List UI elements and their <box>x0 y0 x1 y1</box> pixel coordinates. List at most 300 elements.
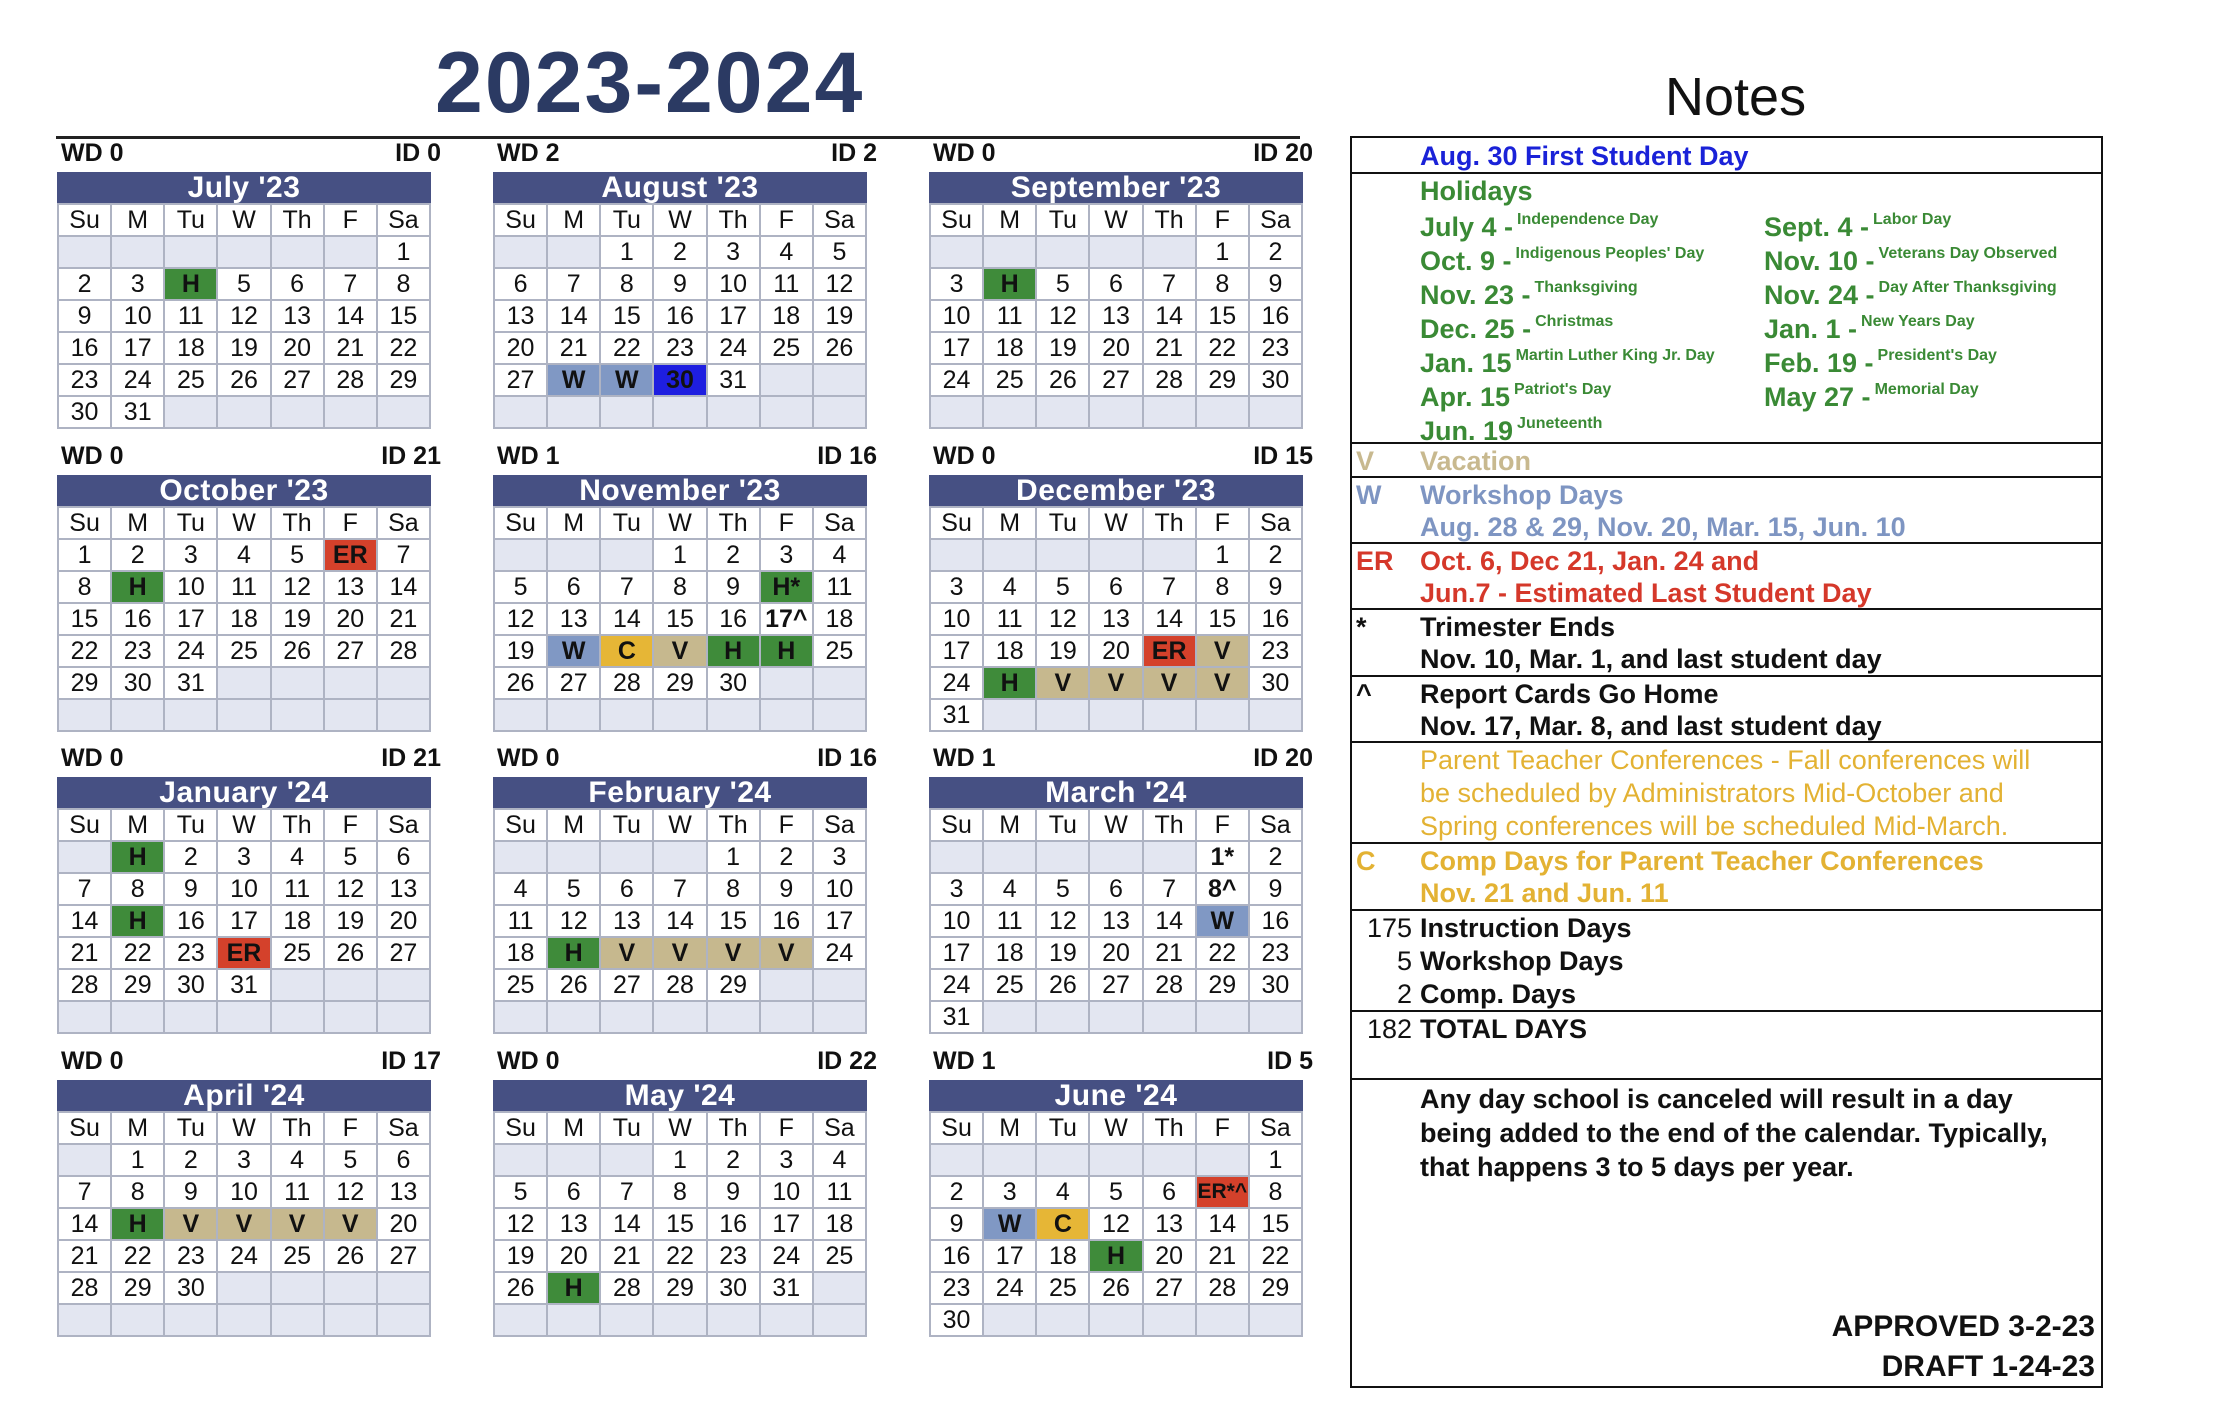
week-row <box>494 603 866 635</box>
day-cell: 16 <box>930 1240 983 1272</box>
empty-day-cell <box>494 396 547 428</box>
empty-day-cell <box>494 699 547 731</box>
weekday-label: M <box>111 1112 164 1144</box>
day-cell: H* <box>760 571 813 603</box>
trimester-line-2: Nov. 10, Mar. 1, and last student day <box>1420 644 1882 674</box>
empty-day-cell <box>983 539 1036 571</box>
day-cell: W <box>547 635 600 667</box>
day-cell: 10 <box>760 1176 813 1208</box>
weekday-label: W <box>1089 1112 1142 1144</box>
empty-day-cell <box>983 841 1036 873</box>
weekday-header-row <box>930 507 1302 539</box>
weekday-label: Sa <box>813 204 866 236</box>
week-row <box>58 236 430 268</box>
instruction-days-count: ID 15 <box>1253 442 1313 470</box>
empty-day-cell <box>494 236 547 268</box>
empty-day-cell <box>760 364 813 396</box>
day-cell: 7 <box>58 873 111 905</box>
week-row <box>58 635 430 667</box>
empty-day-cell <box>111 699 164 731</box>
holiday-entry <box>1420 212 1658 242</box>
day-cell: 25 <box>217 635 270 667</box>
weekday-header-row <box>930 204 1302 236</box>
week-row <box>930 332 1302 364</box>
holiday-date: July 4 - <box>1420 212 1514 242</box>
day-cell: 5 <box>1036 268 1089 300</box>
day-cell: 27 <box>1089 969 1142 1001</box>
day-cell: 2 <box>707 1144 760 1176</box>
week-row <box>494 1001 866 1033</box>
empty-day-cell <box>1143 1304 1196 1336</box>
day-cell: 8 <box>653 1176 706 1208</box>
day-cell: 4 <box>494 873 547 905</box>
week-row <box>930 571 1302 603</box>
holiday-entry <box>1420 382 1611 412</box>
empty-day-cell <box>1143 539 1196 571</box>
holiday-entry <box>1420 314 1613 344</box>
day-cell: 19 <box>1036 635 1089 667</box>
work-days-count: WD 0 <box>497 744 560 772</box>
empty-day-cell <box>494 1001 547 1033</box>
notes-holidays-section <box>1352 174 2101 444</box>
weekday-label: M <box>547 809 600 841</box>
empty-day-cell <box>271 969 324 1001</box>
weekday-label: Th <box>707 1112 760 1144</box>
day-cell: 13 <box>600 905 653 937</box>
work-days-count: WD 1 <box>497 442 560 470</box>
holiday-entry <box>1420 348 1715 378</box>
weekday-label: Th <box>707 204 760 236</box>
day-cell: V <box>653 635 706 667</box>
weekday-label: Sa <box>377 204 430 236</box>
day-cell: 12 <box>494 1208 547 1240</box>
empty-day-cell <box>271 667 324 699</box>
day-cell: 13 <box>377 1176 430 1208</box>
month-title: January '24 <box>57 777 431 808</box>
month-title: May '24 <box>493 1080 867 1111</box>
conferences-line-3: Spring conferences will be scheduled Mid-March. <box>1420 811 2009 841</box>
empty-day-cell <box>547 841 600 873</box>
month-day-counts <box>61 1046 441 1076</box>
day-cell: 23 <box>164 1240 217 1272</box>
day-cell: 5 <box>217 268 270 300</box>
day-cell: 5 <box>494 1176 547 1208</box>
week-row <box>58 699 430 731</box>
day-cell: 30 <box>1249 667 1302 699</box>
instruction-days-count: ID 21 <box>381 442 441 470</box>
day-cell: 6 <box>1143 1176 1196 1208</box>
notes-title: Notes <box>1665 67 1807 127</box>
empty-day-cell <box>1089 1001 1142 1033</box>
day-cell: 12 <box>1036 603 1089 635</box>
vacation-label: Vacation <box>1420 446 1532 476</box>
weekday-header-row <box>58 204 430 236</box>
week-row <box>930 667 1302 699</box>
day-cell: 19 <box>813 300 866 332</box>
day-cell: 9 <box>164 1176 217 1208</box>
empty-day-cell <box>653 699 706 731</box>
day-cell: 14 <box>653 905 706 937</box>
weekday-label: F <box>1196 204 1249 236</box>
day-cell: 21 <box>547 332 600 364</box>
day-cell: 27 <box>271 364 324 396</box>
day-cell: 1 <box>1196 236 1249 268</box>
week-row <box>58 841 430 873</box>
day-cell: 8 <box>377 268 430 300</box>
day-cell: 18 <box>164 332 217 364</box>
holiday-date: Nov. 23 - <box>1420 280 1531 310</box>
empty-day-cell <box>813 1001 866 1033</box>
day-cell: 12 <box>494 603 547 635</box>
empty-day-cell <box>600 1144 653 1176</box>
instruction-days-count: ID 17 <box>381 1047 441 1075</box>
empty-day-cell <box>600 396 653 428</box>
work-days-count: WD 0 <box>61 744 124 772</box>
week-row <box>494 873 866 905</box>
weekday-label: Tu <box>164 809 217 841</box>
empty-day-cell <box>1143 1144 1196 1176</box>
weekday-label: Su <box>494 204 547 236</box>
day-cell: 12 <box>1036 300 1089 332</box>
day-cell: 30 <box>164 1272 217 1304</box>
day-cell: 6 <box>547 1176 600 1208</box>
empty-day-cell <box>217 1272 270 1304</box>
month-day-counts <box>61 743 441 773</box>
day-cell: 13 <box>1089 905 1142 937</box>
holiday-date: Feb. 19 - <box>1764 348 1874 378</box>
weekday-label: W <box>217 204 270 236</box>
day-cell: 30 <box>653 364 706 396</box>
day-cell: 23 <box>930 1272 983 1304</box>
day-cell: 11 <box>760 268 813 300</box>
empty-day-cell <box>1036 1001 1089 1033</box>
day-cell: 3 <box>707 236 760 268</box>
empty-day-cell <box>1036 841 1089 873</box>
day-cell: 3 <box>813 841 866 873</box>
week-row <box>494 300 866 332</box>
empty-day-cell <box>813 969 866 1001</box>
weekday-label: Th <box>271 809 324 841</box>
day-cell: 5 <box>547 873 600 905</box>
empty-day-cell <box>494 539 547 571</box>
empty-day-cell <box>653 1304 706 1336</box>
month-title: February '24 <box>493 777 867 808</box>
day-cell: 6 <box>494 268 547 300</box>
empty-day-cell <box>494 1144 547 1176</box>
notes-workshop-section <box>1352 478 2101 544</box>
day-cell: 2 <box>164 841 217 873</box>
day-cell: 28 <box>58 1272 111 1304</box>
draft-stamp: DRAFT 1-24-23 <box>1881 1350 2095 1383</box>
day-cell: 18 <box>217 603 270 635</box>
holiday-date: Jan. 15 <box>1420 348 1512 378</box>
total-label: Comp. Days <box>1420 979 1577 1009</box>
day-cell: 17^ <box>760 603 813 635</box>
empty-day-cell <box>111 1304 164 1336</box>
empty-day-cell <box>547 539 600 571</box>
empty-day-cell <box>377 396 430 428</box>
day-cell: 25 <box>813 635 866 667</box>
day-cell: 24 <box>930 364 983 396</box>
month-grid <box>57 506 431 732</box>
report-cards-line-1: Report Cards Go Home <box>1420 679 1719 709</box>
day-cell: 9 <box>707 571 760 603</box>
month-day-counts <box>61 138 441 168</box>
day-cell: 23 <box>1249 332 1302 364</box>
weekday-header-row <box>930 809 1302 841</box>
empty-day-cell <box>217 236 270 268</box>
day-cell: 22 <box>653 1240 706 1272</box>
holiday-entry <box>1420 280 1638 310</box>
day-cell: 1* <box>1196 841 1249 873</box>
day-cell: 27 <box>547 667 600 699</box>
empty-day-cell <box>547 1001 600 1033</box>
holiday-date: Nov. 24 - <box>1764 280 1875 310</box>
month-title: April '24 <box>57 1080 431 1111</box>
holiday-date: Apr. 15 <box>1420 382 1511 412</box>
weekday-label: M <box>983 1112 1036 1144</box>
day-cell: 13 <box>494 300 547 332</box>
day-cell: 9 <box>1249 571 1302 603</box>
day-cell: V <box>1036 667 1089 699</box>
month-title: July '23 <box>57 172 431 203</box>
weekday-label: F <box>1196 809 1249 841</box>
day-cell: 24 <box>707 332 760 364</box>
day-cell: 8 <box>1249 1176 1302 1208</box>
day-cell: 13 <box>1089 300 1142 332</box>
weekday-label: Sa <box>1249 507 1302 539</box>
week-row <box>930 873 1302 905</box>
day-cell: 20 <box>494 332 547 364</box>
month-day-counts <box>933 1046 1313 1076</box>
weekday-label: F <box>760 507 813 539</box>
day-cell: 10 <box>930 300 983 332</box>
holiday-entry <box>1764 212 1951 242</box>
weekday-label: M <box>111 809 164 841</box>
day-cell: 1 <box>111 1144 164 1176</box>
notes-totals-section <box>1352 911 2101 1012</box>
day-cell: H <box>547 1272 600 1304</box>
day-cell: 14 <box>600 1208 653 1240</box>
day-cell: 18 <box>494 937 547 969</box>
day-cell: 30 <box>707 667 760 699</box>
month-grid <box>493 1111 867 1337</box>
month-grid <box>929 506 1303 732</box>
empty-day-cell <box>760 1001 813 1033</box>
day-cell: 18 <box>1036 1240 1089 1272</box>
weekday-label: M <box>547 507 600 539</box>
weekday-label: M <box>983 809 1036 841</box>
day-cell: 18 <box>983 635 1036 667</box>
empty-day-cell <box>377 969 430 1001</box>
early-release-line-2: Jun.7 - Estimated Last Student Day <box>1420 578 1872 608</box>
day-cell: 5 <box>1036 873 1089 905</box>
weekday-label: Th <box>271 1112 324 1144</box>
empty-day-cell <box>653 1001 706 1033</box>
week-row <box>930 1176 1302 1208</box>
day-cell: 13 <box>1089 603 1142 635</box>
weekday-label: Su <box>930 204 983 236</box>
weekday-label: M <box>983 204 1036 236</box>
holiday-name: Memorial Day <box>1874 381 1979 398</box>
work-days-count: WD 2 <box>497 139 560 167</box>
empty-day-cell <box>1036 1144 1089 1176</box>
weekday-label: W <box>1089 204 1142 236</box>
notes-conferences-section <box>1352 743 2101 844</box>
day-cell: 31 <box>217 969 270 1001</box>
day-cell: 15 <box>653 1208 706 1240</box>
day-cell: 19 <box>271 603 324 635</box>
day-cell: 25 <box>271 937 324 969</box>
day-cell: 25 <box>983 969 1036 1001</box>
day-cell: 31 <box>111 396 164 428</box>
day-cell: 25 <box>164 364 217 396</box>
instruction-days-count: ID 20 <box>1253 139 1313 167</box>
empty-day-cell <box>707 396 760 428</box>
day-cell: 16 <box>707 603 760 635</box>
day-cell: 22 <box>1196 332 1249 364</box>
month-day-counts <box>933 743 1313 773</box>
weekday-label: Su <box>930 809 983 841</box>
empty-day-cell <box>377 667 430 699</box>
day-cell: 2 <box>1249 539 1302 571</box>
day-cell: 26 <box>494 667 547 699</box>
notes-cancellation-section <box>1352 1080 2101 1386</box>
weekday-header-row <box>494 1112 866 1144</box>
day-cell: 9 <box>1249 873 1302 905</box>
day-cell: 23 <box>653 332 706 364</box>
empty-day-cell <box>1089 1144 1142 1176</box>
week-row <box>58 300 430 332</box>
day-cell: 26 <box>813 332 866 364</box>
month-title: October '23 <box>57 475 431 506</box>
day-cell: 28 <box>1196 1272 1249 1304</box>
day-cell: 15 <box>377 300 430 332</box>
day-cell: 2 <box>111 539 164 571</box>
empty-day-cell <box>164 396 217 428</box>
day-cell: 24 <box>813 937 866 969</box>
workshop-dates: Aug. 28 & 29, Nov. 20, Mar. 15, Jun. 10 <box>1420 512 1906 542</box>
day-cell: 24 <box>930 667 983 699</box>
report-cards-line-2: Nov. 17, Mar. 8, and last student day <box>1420 711 1882 741</box>
week-row <box>930 635 1302 667</box>
empty-day-cell <box>983 1304 1036 1336</box>
day-cell: 3 <box>760 539 813 571</box>
total-label: Workshop Days <box>1420 946 1624 976</box>
day-cell: ER <box>1143 635 1196 667</box>
day-cell: 21 <box>600 1240 653 1272</box>
day-cell: 16 <box>1249 905 1302 937</box>
total-count: 175 <box>1366 913 1412 943</box>
weekday-label: W <box>653 809 706 841</box>
day-cell: 12 <box>324 873 377 905</box>
weekday-label: Su <box>58 1112 111 1144</box>
day-cell: 4 <box>983 873 1036 905</box>
early-release-line-1: Oct. 6, Dec 21, Jan. 24 and <box>1420 546 1760 576</box>
day-cell: 20 <box>271 332 324 364</box>
day-cell: 5 <box>324 1144 377 1176</box>
empty-day-cell <box>58 1001 111 1033</box>
empty-day-cell <box>1143 396 1196 428</box>
day-cell: 29 <box>111 969 164 1001</box>
day-cell: W <box>547 364 600 396</box>
day-cell: 14 <box>377 571 430 603</box>
week-row <box>930 603 1302 635</box>
empty-day-cell <box>111 236 164 268</box>
empty-day-cell <box>1196 699 1249 731</box>
work-days-count: WD 1 <box>933 744 996 772</box>
day-cell: H <box>1089 1240 1142 1272</box>
day-cell: 1 <box>653 1144 706 1176</box>
day-cell: 19 <box>1036 332 1089 364</box>
day-cell: 23 <box>1249 937 1302 969</box>
empty-day-cell <box>813 1272 866 1304</box>
week-row <box>494 699 866 731</box>
instruction-days-count: ID 22 <box>817 1047 877 1075</box>
day-cell: 10 <box>217 1176 270 1208</box>
workshop-label: Workshop Days <box>1420 480 1624 510</box>
month-title: March '24 <box>929 777 1303 808</box>
day-cell: 28 <box>1143 364 1196 396</box>
weekday-label: Sa <box>377 1112 430 1144</box>
day-cell: 15 <box>653 603 706 635</box>
weekday-label: W <box>1089 507 1142 539</box>
empty-day-cell <box>164 699 217 731</box>
day-cell: 17 <box>111 332 164 364</box>
day-cell: 22 <box>111 937 164 969</box>
month-day-counts <box>61 441 441 471</box>
day-cell: 6 <box>1089 571 1142 603</box>
day-cell: 21 <box>1143 332 1196 364</box>
day-cell: 27 <box>377 1240 430 1272</box>
empty-day-cell <box>1089 699 1142 731</box>
week-row <box>58 1001 430 1033</box>
day-cell: 6 <box>1089 873 1142 905</box>
day-cell: 10 <box>164 571 217 603</box>
week-row <box>494 1272 866 1304</box>
cancel-line-3: that happens 3 to 5 days per year. <box>1420 1152 1854 1182</box>
day-cell: 12 <box>547 905 600 937</box>
approved-stamp: APPROVED 3-2-23 <box>1831 1310 2095 1343</box>
day-cell: 20 <box>377 905 430 937</box>
empty-day-cell <box>111 1001 164 1033</box>
day-cell: 16 <box>1249 300 1302 332</box>
holiday-name: Veterans Day Observed <box>1878 245 2058 262</box>
day-cell: W <box>983 1208 1036 1240</box>
day-cell: ER*^ <box>1196 1176 1249 1208</box>
weekday-label: Sa <box>1249 204 1302 236</box>
day-cell: 28 <box>324 364 377 396</box>
empty-day-cell <box>1089 1304 1142 1336</box>
week-row <box>930 841 1302 873</box>
week-row <box>58 905 430 937</box>
week-row <box>930 1272 1302 1304</box>
day-cell: 1 <box>1196 539 1249 571</box>
day-cell: ER <box>324 539 377 571</box>
notes-total-days-section <box>1352 1012 2101 1080</box>
instruction-days-count: ID 21 <box>381 744 441 772</box>
day-cell: 27 <box>1143 1272 1196 1304</box>
day-cell: 31 <box>930 699 983 731</box>
holiday-entry <box>1764 382 1979 412</box>
week-row <box>494 1240 866 1272</box>
day-cell: 2 <box>58 268 111 300</box>
empty-day-cell <box>271 699 324 731</box>
page-title: 2023-2024 <box>435 35 865 131</box>
weekday-label: Sa <box>813 1112 866 1144</box>
empty-day-cell <box>760 699 813 731</box>
day-cell: 11 <box>813 1176 866 1208</box>
